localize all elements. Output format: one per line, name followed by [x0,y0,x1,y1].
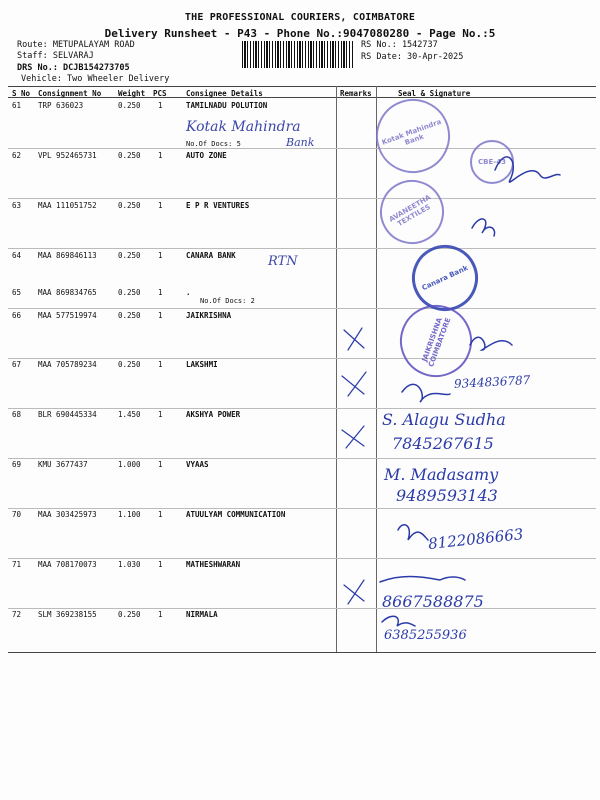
col-pcs: PCS [153,89,167,98]
kotak-bank-stamp: Kotak Mahindra Bank [366,89,461,184]
col-weight: Weight [118,89,146,98]
row-pcs: 1 [158,101,163,110]
row-sno: 70 [12,510,22,519]
row-sno: 66 [12,311,22,320]
row-consignment-no: MAA 708170073 [38,560,97,569]
row-pcs: 1 [158,560,163,569]
row-consignee: E P R VENTURES [186,201,250,210]
cross-mark-71 [344,580,364,604]
handwritten-kotak: Kotak Mahindra [186,119,301,135]
drs-number: DRS No.: DCJB154273705 [17,63,130,73]
signature-62 [495,157,560,182]
row-sno: 63 [12,201,22,210]
row-consignment-no: VPL 952465731 [38,151,97,160]
row-consignment-no: MAA 705789234 [38,360,97,369]
runsheet-title: Delivery Runsheet - P43 - Phone No.:9047080280 - Page No.:5 [104,27,496,40]
jaikrishna-stamp: JAIKRISHNA COIMBATORE [390,295,482,387]
handwritten-name-69: M. Madasamy [384,465,499,484]
row-consignment-no: MAA 869834765 [38,288,97,297]
row-consignee: AKSHYA POWER [186,410,241,419]
row-consignment-no: MAA 577519974 [38,311,97,320]
cross-mark-68 [342,426,364,448]
row-pcs: 1 [158,460,163,469]
col-seal-signature: Seal & Signature [398,89,471,98]
col-consignment: Consignment No [38,89,102,98]
handwritten-phone-71: 8667588875 [382,592,484,611]
row-sno: 65 [12,288,22,297]
signature-67 [402,384,450,402]
row-consignment-no: KMU 3677437 [38,460,88,469]
row-weight: 1.000 [118,460,141,469]
rs-number: RS No.: 1542737 [361,40,438,50]
row-sno: 68 [12,410,22,419]
row-weight: 1.100 [118,510,141,519]
row-sno: 71 [12,560,22,569]
col-consignee: Consignee Details [186,89,263,98]
handwritten-phone-72: 6385255936 [384,628,467,643]
row-consignment-no: MAA 303425973 [38,510,97,519]
row-weight: 0.250 [118,311,141,320]
row-pcs: 1 [158,510,163,519]
row-consignee: AUTO ZONE [186,151,227,160]
row-weight: 0.250 [118,151,141,160]
row-weight: 0.250 [118,101,141,110]
col-sno: S No [12,89,31,98]
row-sno: 61 [12,101,22,110]
row-consignee: LAKSHMI [186,360,218,369]
row-pcs: 1 [158,311,163,320]
row-pcs: 1 [158,151,163,160]
row-consignment-no: MAA 869846113 [38,251,97,260]
row-consignee: . [186,288,191,297]
handwritten-name-68: S. Alagu Sudha [382,410,506,429]
row-consignee: VYAAS [186,460,209,469]
staff-label: Staff: SELVARAJ [17,51,94,61]
route-label: Route: METUPALAYAM ROAD [17,40,135,50]
row-sno: 62 [12,151,22,160]
row-weight: 0.250 [118,360,141,369]
col-remarks: Remarks [340,89,372,98]
row-pcs: 1 [158,288,163,297]
handwritten-rtn: RTN [268,254,298,269]
cbe-stamp: CBE-43 [470,140,514,184]
row-pcs: 1 [158,410,163,419]
row-consignee: JAIKRISHNA [186,311,232,320]
handwritten-bank: Bank [286,136,315,149]
row-weight: 0.250 [118,288,141,297]
canara-bank-stamp: Canara Bank [401,234,489,322]
row-sno: 69 [12,460,22,469]
signature-70 [398,525,428,540]
signature-66 [470,337,512,350]
row-consignment-no: BLR 690445334 [38,410,97,419]
row-consignee: TAMILNADU POLUTION [186,101,268,110]
row-weight: 0.250 [118,251,141,260]
row-pcs: 1 [158,251,163,260]
signature-71 [380,577,465,583]
row-weight: 0.250 [118,610,141,619]
row-consignment-no: TRP 636023 [38,101,84,110]
row-weight: 0.250 [118,201,141,210]
row-weight: 1.030 [118,560,141,569]
row-consignment-no: SLM 369238155 [38,610,97,619]
row-pcs: 1 [158,360,163,369]
row-consignee: CANARA BANK [186,251,236,260]
row-sno: 72 [12,610,22,619]
handwritten-phone-67: 9344836787 [453,373,531,391]
row-weight: 1.450 [118,410,141,419]
row-doc-count: No.Of Docs: 2 [200,297,255,305]
handwritten-phone-69: 9489593143 [396,486,498,505]
signature-63 [472,219,495,236]
row-sno: 67 [12,360,22,369]
row-sno: 64 [12,251,22,260]
handwritten-phone-70: 8122086663 [427,525,525,553]
textiles-stamp: AVANEETHA TEXTILES [368,168,455,255]
row-consignee: MATHESHWARAN [186,560,241,569]
row-consignment-no: MAA 111051752 [38,201,97,210]
cross-mark-67 [342,372,366,396]
row-consignee: ATUULYAM COMMUNICATION [186,510,286,519]
signature-72 [382,616,415,626]
company-title: THE PROFESSIONAL COURIERS, COIMBATORE [184,12,416,23]
rs-date: RS Date: 30-Apr-2025 [361,52,464,62]
cross-mark-66 [344,328,364,350]
row-consignee: NIRMALA [186,610,218,619]
handwritten-phone-68: 7845267615 [392,434,494,453]
row-doc-count: No.Of Docs: 5 [186,140,241,148]
row-pcs: 1 [158,610,163,619]
row-pcs: 1 [158,201,163,210]
vehicle-label: Vehicle: Two Wheeler Delivery [21,74,170,84]
